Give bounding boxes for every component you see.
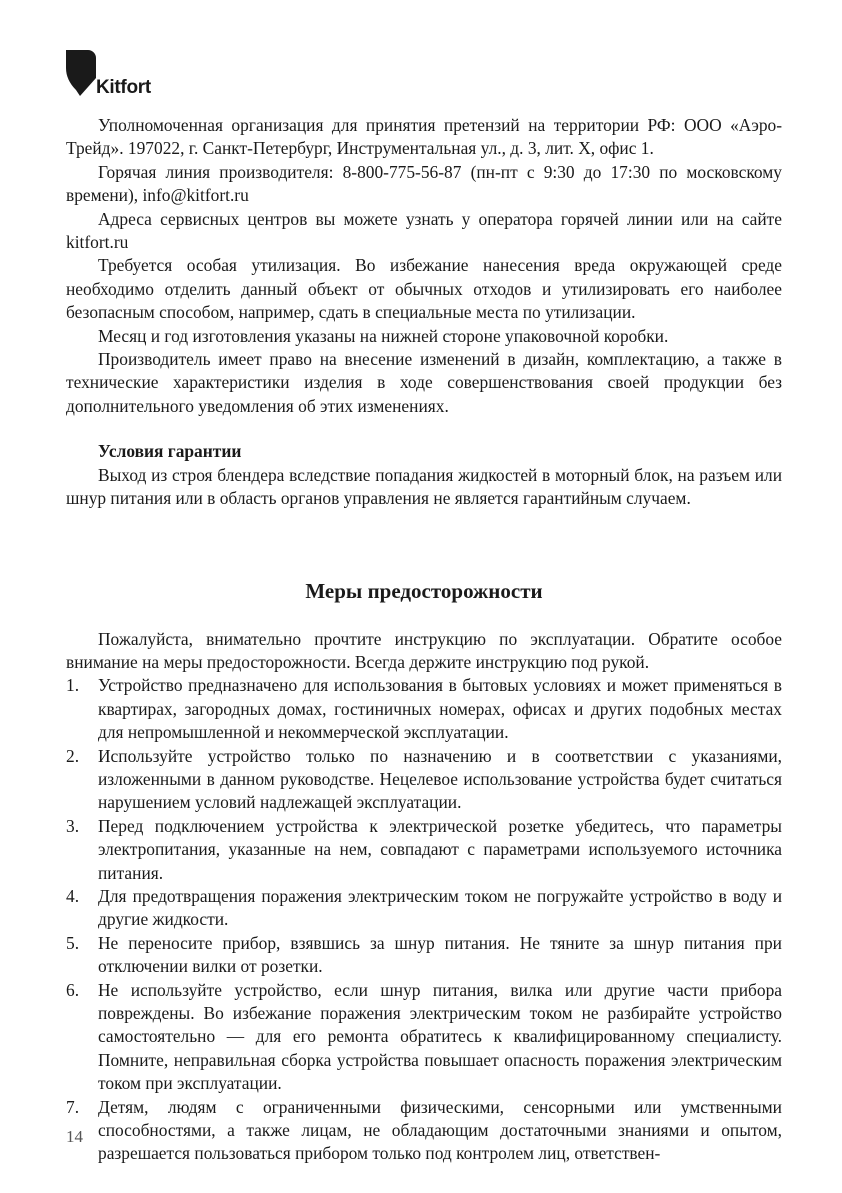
- list-item-number: 6.: [66, 979, 80, 1000]
- list-item: [66, 1096, 782, 1166]
- list-item-number: 4.: [66, 885, 80, 906]
- list-item-number: 1.: [66, 675, 80, 696]
- warranty-heading: Условия гарантии: [98, 441, 242, 462]
- brand-name: Kitfort: [96, 77, 151, 98]
- kitfort-logo-mark-icon: [66, 50, 96, 96]
- page-number: 14: [66, 1127, 83, 1146]
- brand-logo: [66, 50, 176, 100]
- intro-paragraph: Уполномоченная организация для принятия претензий на территории РФ: ООО «Аэро-Трейд». 197022, г. Санкт-Петербург, Инструментальная ул., д. 3, лит. Х, офис 1.: [66, 115, 782, 159]
- list-item: [66, 885, 782, 932]
- list-item: [66, 745, 782, 815]
- list-item-number: 7.: [66, 1096, 80, 1117]
- precautions-heading: Меры предосторожности: [305, 578, 543, 603]
- list-item: [66, 932, 782, 979]
- list-item-number: 5.: [66, 932, 80, 953]
- intro-paragraph: Производитель имеет право на внесение изменений в дизайн, комплектацию, а также в технические характеристики изделия в ходе совершенствования своей продукции без дополнительного уведомления об этих изменениях.: [66, 349, 782, 416]
- list-item-text: Используйте устройство только по назначению и в соответствии с указаниями, изложенными в данном руководстве. Нецелевое использование устройства будет считаться нарушением условий надлежащей эксплуатации.: [98, 745, 782, 813]
- list-item-number: 2.: [66, 745, 80, 766]
- intro-paragraph: Месяц и год изготовления указаны на нижней стороне упаковочной коробки.: [98, 325, 669, 346]
- precautions-list: [66, 674, 782, 1166]
- list-item-text: Перед подключением устройства к электрической розетке убедитесь, что параметры электропитания, указанные на нем, совпадают с параметрами используемого источника питания.: [98, 815, 782, 883]
- page-content: [66, 114, 782, 1166]
- warranty-text: Выход из строя блендера вследствие попадания жидкостей в моторный блок, на разъем или шнур питания или в область органов управления не является гарантийным случаем.: [66, 464, 782, 509]
- list-item-text: Для предотвращения поражения электрическим током не погружайте устройство в воду и другие жидкости.: [98, 885, 782, 930]
- intro-paragraph: Требуется особая утилизация. Во избежание нанесения вреда окружающей среде необходимо отделить данный объект от обычных отходов и утилизировать его наиболее безопасным способом, например, сдать в специальные места по утилизации.: [66, 255, 782, 323]
- intro-paragraph: Горячая линия производителя: 8-800-775-56-87 (пн-пт с 9:30 до 17:30 по московскому времени), info@kitfort.ru: [66, 161, 782, 206]
- precautions-intro: Пожалуйста, внимательно прочтите инструкцию по эксплуатации. Обратите особое внимание на меры предосторожности. Всегда держите инструкцию под рукой.: [66, 628, 782, 672]
- list-item: [66, 979, 782, 1096]
- intro-paragraph: Адреса сервисных центров вы можете узнать у оператора горячей линии или на сайте kitfort.ru: [66, 208, 782, 253]
- list-item-text: Детям, людям с ограниченными физическими, сенсорными или умственными способностями, а также лицам, не обладающим достаточными знаниями и опытом, разрешается пользоваться прибором только под контролем лиц, ответствен-: [98, 1096, 782, 1164]
- list-item: [66, 674, 782, 744]
- list-item: [66, 815, 782, 885]
- list-item-number: 3.: [66, 815, 80, 836]
- list-item-text: Не используйте устройство, если шнур питания, вилка или другие части прибора повреждены. Во избежание поражения электрическим током не разбирайте устройство самостоятельно — для его ремонта обратитесь к квалифицированному специалисту. Помните, неправильная сборка устройства повышает опасность поражения электрическим током при эксплуатации.: [98, 979, 782, 1094]
- list-item-text: Не переносите прибор, взявшись за шнур питания. Не тяните за шнур питания при отключении вилки от розетки.: [98, 932, 782, 977]
- list-item-text: Устройство предназначено для использования в бытовых условиях и может применяться в квартирах, загородных домах, гостиничных номерах, офисах и других подобных местах для непромышленной и некоммерческой эксплуатации.: [98, 675, 782, 743]
